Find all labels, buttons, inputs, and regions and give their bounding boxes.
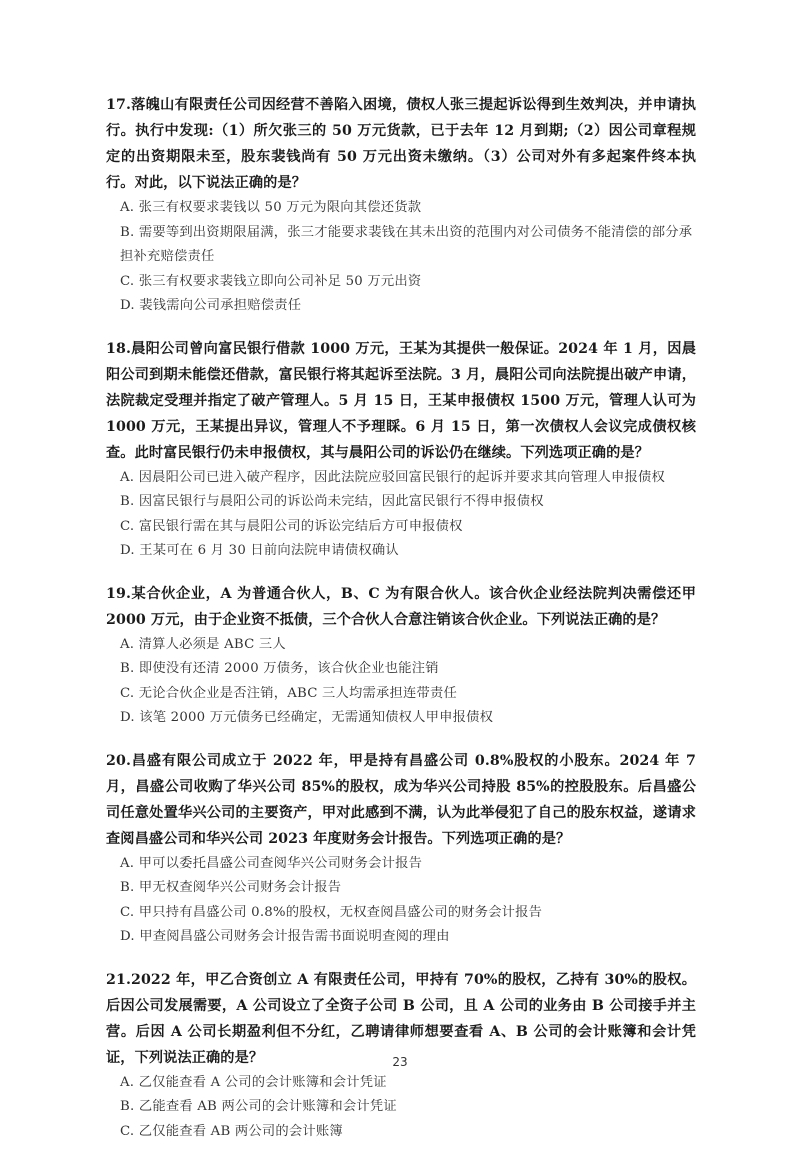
question-stem: 20.昌盛有限公司成立于 2022 年，甲是持有昌盛公司 0.8%股权的小股东。2024 年 7 月，昌盛公司收购了华兴公司 85%的股权，成为华兴公司持股 85%的控股股东。后昌盛公司任意处置华兴公司的主要资产，甲对此感到不满，认为此举侵犯了自己的股东权益，遂请求查阅昌盛公司和华兴公司 2023 年度财务会计报告。下列选项正确的是？ xyxy=(106,752,696,847)
option-d: D. 甲查阅昌盛公司财务会计报告需书面说明查阅的理由 xyxy=(120,929,450,944)
option-d: D. 该笔 2000 万元债务已经确定，无需通知债权人甲申报债权 xyxy=(120,710,494,725)
option-b: B. 因富民银行与晨阳公司的诉讼尚未完结，因此富民银行不得申报债权 xyxy=(120,494,544,509)
page-number: 23 xyxy=(392,1055,408,1069)
question-19 xyxy=(106,581,696,731)
option-c: C. 张三有权要求裴钱立即向公司补足 50 万元出资 xyxy=(120,273,422,289)
question-17 xyxy=(106,92,696,319)
question-20 xyxy=(106,748,696,950)
question-stem: 18.晨阳公司曾向富民银行借款 1000 万元，王某为其提供一般保证。2024 年 1 月，因晨阳公司到期未能偿还借款，富民银行将其起诉至法院。3 月，晨阳公司向法院提出破产申请，法院裁定受理并指定了破产管理人。5 月 15 日，王某申报债权 1500 万元，管理人认可为 1000 万元，王某提出异议，管理人不予理睬。6 月 15 日，第一次债权人会议完成债权核查。此时富民银行仍未申报债权，其与晨阳公司的诉讼仍在继续。下列选项正确的是？ xyxy=(106,340,696,461)
option-d: D. 王某可在 6 月 30 日前向法院申请债权确认 xyxy=(120,543,399,558)
option-a: A. 甲可以委托昌盛公司查阅华兴公司财务会计报告 xyxy=(120,855,423,871)
option-a: A. 乙仅能查看 A 公司的会计账簿和会计凭证 xyxy=(120,1074,387,1090)
question-18 xyxy=(106,336,696,564)
option-b: B. 甲无权查阅华兴公司财务会计报告 xyxy=(120,880,342,895)
option-b: B. 即使没有还清 2000 万债务，该合伙企业也能注销 xyxy=(120,661,439,676)
option-d: D. 裴钱需向公司承担赔偿责任 xyxy=(120,298,302,313)
option-a: A. 因晨阳公司已进入破产程序，因此法院应驳回富民银行的起诉并要求其向管理人申报债权 xyxy=(120,469,666,485)
question-stem: 19.某合伙企业，A 为普通合伙人，B、C 为有限合伙人。该合伙企业经法院判决需偿还甲 2000 万元，由于企业资不抵债，三个合伙人合意注销该合伙企业。下列说法正确的是？ xyxy=(106,585,696,628)
option-a: A. 张三有权要求裴钱以 50 万元为限向其偿还货款 xyxy=(120,200,422,215)
option-c: C. 富民银行需在其与晨阳公司的诉讼完结后方可申报债权 xyxy=(120,518,463,534)
question-stem: 17.落魄山有限责任公司因经营不善陷入困境，债权人张三提起诉讼得到生效判决，并申请执行。执行中发现:（1）所欠张三的 50 万元货款，已于去年 12 月到期;（2）因公司章程规定的出资期限未至，股东裴钱尚有 50 万元出资未缴纳。（3）公司对外有多起案件终本执行。对此，以下说法正确的是？ xyxy=(106,97,696,191)
option-c: C. 甲只持有昌盛公司 0.8%的股权，无权查阅昌盛公司的财务会计报告 xyxy=(120,904,543,920)
option-c: C. 乙仅能查看 AB 两公司的会计账簿 xyxy=(120,1123,343,1139)
option-b: B. 需要等到出资期限届满，张三才能要求裴钱在其未出资的范围内对公司债务不能清偿的部分承担补充赔偿责任 xyxy=(120,224,693,264)
option-c: C. 无论合伙企业是否注销，ABC 三人均需承担连带责任 xyxy=(120,685,458,701)
question-stem: 21.2022 年，甲乙合资创立 A 有限责任公司，甲持有 70%的股权，乙持有 30%的股权。后因公司发展需要，A 公司设立了全资子公司 B 公司，且 A 公司的业务由 B 公司接手并主营。后因 A 公司长期盈利但不分红，乙聘请律师想要查看 A、B 公司的会计账簿和会计凭证，下列说法正确的是？ xyxy=(106,971,696,1066)
option-b: B. 乙能查看 AB 两公司的会计账簿和会计凭证 xyxy=(120,1099,397,1114)
page-content xyxy=(106,92,696,1161)
option-a: A. 清算人必须是 ABC 三人 xyxy=(120,636,286,652)
